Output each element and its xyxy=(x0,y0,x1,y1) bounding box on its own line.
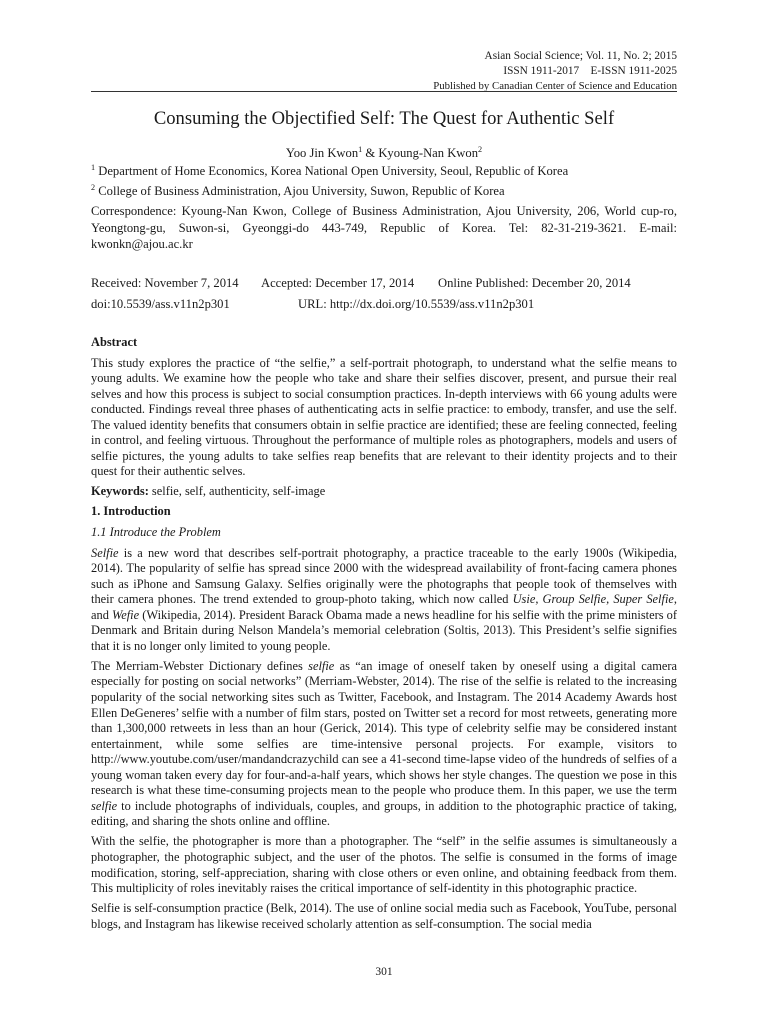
text-run: The Merriam-Webster Dictionary defines xyxy=(91,658,309,673)
header-rule xyxy=(91,91,677,92)
keywords-label: Keywords: xyxy=(91,484,149,499)
received-date: Received: November 7, 2014 xyxy=(91,276,239,290)
published-date: Online Published: December 20, 2014 xyxy=(438,276,631,290)
text-run: , and xyxy=(91,592,677,622)
keywords xyxy=(91,484,677,500)
body-paragraph: With the selfie, the photographer is more than a photographer. The “self” in the selfie assumes is simultaneously a photographer, the photographic subject, and the user of the photos. The selfie is consumed in the forms of image modification, storing, self-appreciation, sharing with close others or even online, and obtaining feedback from them. This multiplicity of roles inevitably raises the critical importance of self-identity in this photographic practice. xyxy=(91,834,677,896)
text-run: is a new word that describes self-portrait photography, a practice traceable to the early 1900s (Wikipedia, 2014). The popularity of selfie has spread since 2000 with the widespread availability of front-facing camera phones such as iPhone and Samsung Galaxy. Selfies originally were the photographs that people took of themselves with their camera phones. The trend extended to group-photo taking, which now called xyxy=(91,545,677,607)
affiliation-mark: 2 xyxy=(91,182,96,192)
keywords-text: selfie, self, authenticity, self-image xyxy=(148,484,326,499)
journal-header xyxy=(433,49,677,94)
text-run: (Wikipedia, 2014). President Barack Obama made a news headline for his selfie with the prime ministers of Denmark and Britain during Nelson Mandela’s memorial celebration (Soltis, 2013). This President’s selfie signifies that it is no longer only limited to young people. xyxy=(91,607,677,653)
author-affiliation-mark: 1 xyxy=(358,144,363,154)
affiliation xyxy=(91,163,677,179)
journal-publisher: Published by Canadian Center of Science and Education xyxy=(433,80,677,92)
section-heading: 1. Introduction xyxy=(91,504,171,519)
body-paragraph xyxy=(91,546,677,655)
page-number: 301 xyxy=(375,966,393,978)
doi: doi:10.5539/ass.v11n2p301 xyxy=(91,297,230,311)
term: Usie, Group Selfie, Super Selfie xyxy=(512,592,674,607)
text-run: to include photographs of individuals, couples, and groups, in addition to the photographic practice of taking, editing, and sharing the shots online and offline. xyxy=(91,798,677,829)
term: selfie xyxy=(91,798,118,813)
abstract-heading: Abstract xyxy=(91,335,138,349)
abstract-text: This study explores the practice of “the selfie,” a self-portrait photograph, to understand what the selfie means to young adults. We examine how the people who take and share their selfies discover, present, and pursue their real selves and how this process is subject to social consumption practices. In-depth interviews with 66 young adults were conducted. Findings reveal three phases of authenticating acts in selfie practice: to embody, transfer, and use the self. The valued identity benefits that consumers obtain in selfie practice are identified; these are feeling connected, feeling in control, and feeling virtuous. Throughout the performance of multiple roles as photographers, models and users of selfie pictures, the young adults to take selfies reap benefits that are relevant to their identity projects and to their quest for their authentic selves. xyxy=(91,355,677,479)
author-line xyxy=(80,145,688,161)
author-name: Kyoung-Nan Kwon xyxy=(378,146,478,160)
body-paragraph xyxy=(91,659,677,830)
text-run: as “an image of oneself taken by oneself using a digital camera especially for posting on social networks” (Merriam-Webster, 2014). The rise of the selfie is related to the increasing popularity of the social networking sites such as Twitter, Facebook, and Instagram. The 2014 Academy Awards host Ellen DeGeneres’ selfie with a number of film stars, posted on Twitter set a record for most retweets, generating more than 1,300,000 retweets in less than an hour (Gerick, 2014). This type of celebrity selfie may be considered instant entertainment, while some selfies are time-intensive personal projects. For example, visitors to http://www.youtube.com/user/mandandcrazychild can see a 41-second time-lapse video of the hundreds of selfies of a young woman taken every day for four-and-a-half years, which shows her style changes. The question we pose in this research is what these time-consuming projects mean to the people who produce them. In this paper, we use the term xyxy=(91,658,677,798)
author-separator: & xyxy=(362,146,379,160)
term: Wefie xyxy=(112,607,140,622)
journal-issn: ISSN 1911-2017 E-ISSN 1911-2025 xyxy=(503,65,677,77)
subsection-heading: 1.1 Introduce the Problem xyxy=(91,525,221,540)
journal-citation: Asian Social Science; Vol. 11, No. 2; 2015 xyxy=(484,50,677,62)
correspondence: Correspondence: Kyoung-Nan Kwon, College of Business Administration, Ajou University, 206, World cup-ro, Yeongtong-gu, Suwon-si, Gyeonggi-do 443-749, Republic of Korea. Tel: 82-31-219-3621. E-mail: kwonkn@ajou.ac.kr xyxy=(91,204,677,251)
paper-title: Consuming the Objectified Self: The Quest for Authentic Self xyxy=(153,108,615,129)
affiliation-mark: 1 xyxy=(91,162,96,172)
affiliation xyxy=(91,183,677,199)
author-affiliation-mark: 2 xyxy=(478,144,483,154)
article-url[interactable]: URL: http://dx.doi.org/10.5539/ass.v11n2p301 xyxy=(298,297,535,311)
term: Selfie xyxy=(91,545,119,560)
paper-body xyxy=(91,335,677,937)
body-paragraph: Selfie is self-consumption practice (Belk, 2014). The use of online social media such as Facebook, YouTube, personal blogs, and Instagram has likewise received scholarly attention as self-consumption. The social media xyxy=(91,901,677,931)
affiliation-text: Department of Home Economics, Korea National Open University, Seoul, Republic of Korea xyxy=(95,164,569,178)
term: selfie xyxy=(308,658,335,673)
affiliation-text: College of Business Administration, Ajou University, Suwon, Republic of Korea xyxy=(95,184,505,198)
accepted-date: Accepted: December 17, 2014 xyxy=(261,276,415,290)
author-name: Yoo Jin Kwon xyxy=(285,146,359,160)
